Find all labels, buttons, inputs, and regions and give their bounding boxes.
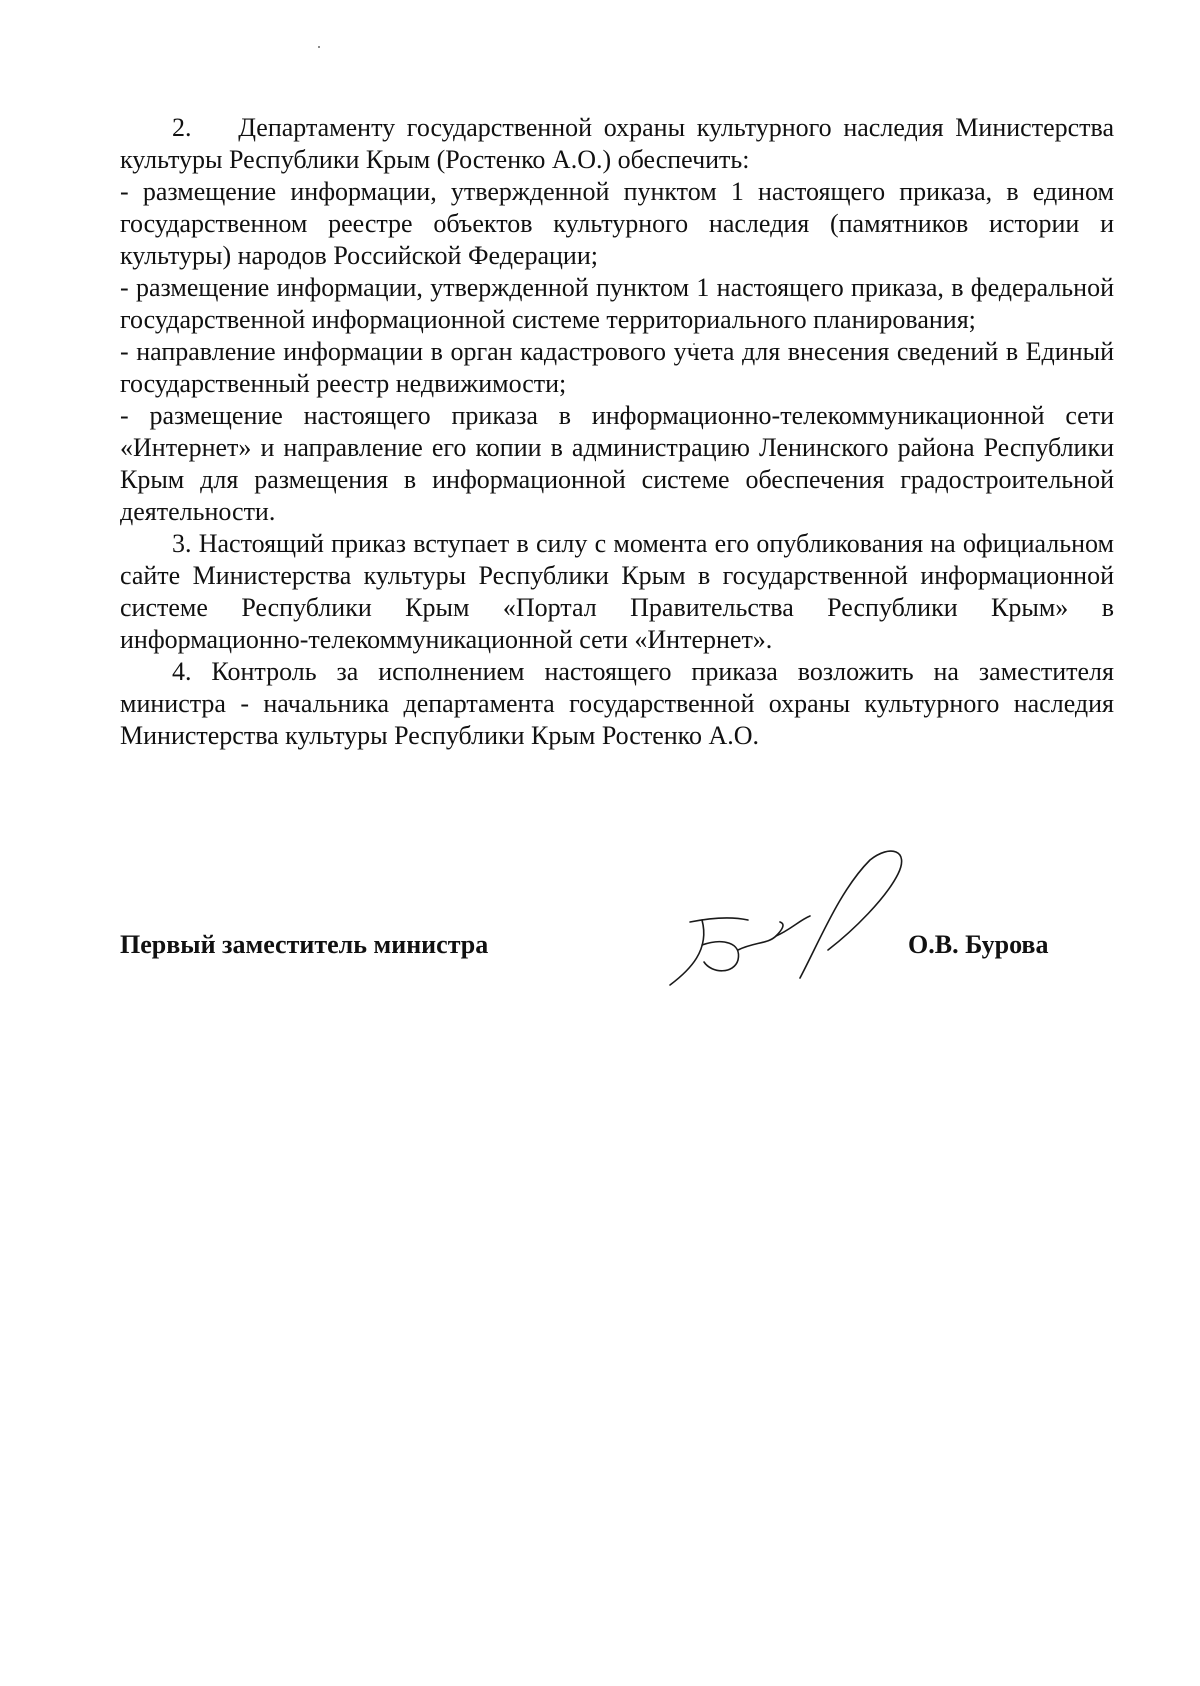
document-body [120,112,1114,752]
list-item-egrokn: - размещение информации, утвержденной пунктом 1 настоящего приказа, в едином государственном реестре объектов культурного наследия (памятников истории и культуры) народов Российской Федерации; [120,177,1114,270]
list-item-internet: - размещение настоящего приказа в информационно-телекоммуникационной сети «Интернет» и направление его копии в администрацию Ленинского района Республики Крым для размещения в информационной системе обеспечения градостроительной деятельности. [120,401,1114,526]
paragraph-item-3: 3. Настоящий приказ вступает в силу с момента его опубликования на официальном сайте Министерства культуры Республики Крым в государственной информационной системе Республики Крым «Портал Правительства Республики Крым» в информационно-телекоммуникационной сети «Интернет». [120,529,1114,654]
scan-speck [318,46,320,48]
list-item-cadastre: - направление информации в орган кадастрового учета для внесения сведений в Единый государственный реестр недвижимости; [120,337,1114,398]
signature-block [120,930,1100,990]
paragraph-item-2: 2. Департаменту государственной охраны культурного наследия Министерства культуры Республики Крым (Ростенко А.О.) обеспечить: [120,113,1114,174]
list-item-fgis-tp: - размещение информации, утвержденной пунктом 1 настоящего приказа, в федеральной государственной информационной системе территориального планирования; [120,273,1114,334]
signatory-title: Первый заместитель министра [120,930,489,959]
paragraph-item-4: 4. Контроль за исполнением настоящего приказа возложить на заместителя министра - начальника департамента государственной охраны культурного наследия Министерства культуры Республики Крым Ростенко А.О. [120,657,1114,750]
signatory-name: О.В. Бурова [908,930,1049,959]
